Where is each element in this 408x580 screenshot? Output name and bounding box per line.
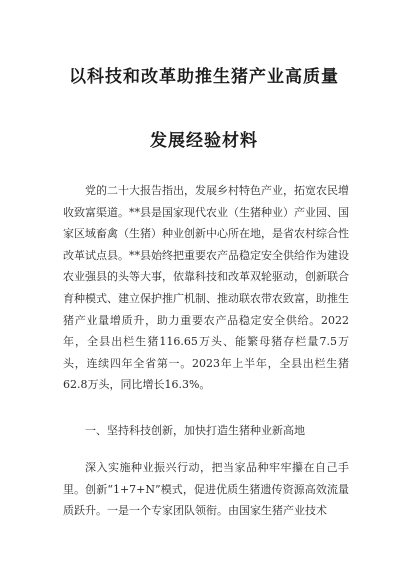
document-title-line-2: 发展经验材料	[150, 131, 258, 151]
intro-paragraph-block	[63, 180, 349, 396]
section-heading-1: 一、坚持科技创新，加快打造生猪种业新高地	[85, 424, 305, 437]
section-paragraph-block	[63, 457, 349, 522]
intro-paragraph: 党的二十大报告指出，发展乡村特色产业，拓宽农民增收致富渠道。**县是国家现代农业（生猪种业）产业园、国家区域畜禽（生猪）种业创新中心所在地，是省农村综合性改革试点县。**县始终把重要农产品稳定安全供给作为建设农业强县的头等大事，依靠科技和改革双轮驱动，创新联合育种模式、建立保护推广机制、推动联农带农致富，助推生猪产业量增质升，助力重要农产品稳定安全供给。2022年，全县出栏生猪116.65万头、能繁母猪存栏量7.5万头，连续四年全省第一。2023年上半年，全县出栏生猪62.8万头，同比增长16.3%。	[63, 184, 349, 392]
section-heading-block	[63, 420, 349, 442]
document-title-line-1: 以科技和改革助推生猪产业高质量	[69, 67, 339, 87]
section-paragraph-1: 深入实施种业振兴行动，把当家品种牢牢攥在自己手里。创新“1+7+N”模式，促进优质生猪遗传资源高效流量质跃升。一是一个专家团队领衔。由国家生猪产业技术	[63, 461, 349, 518]
